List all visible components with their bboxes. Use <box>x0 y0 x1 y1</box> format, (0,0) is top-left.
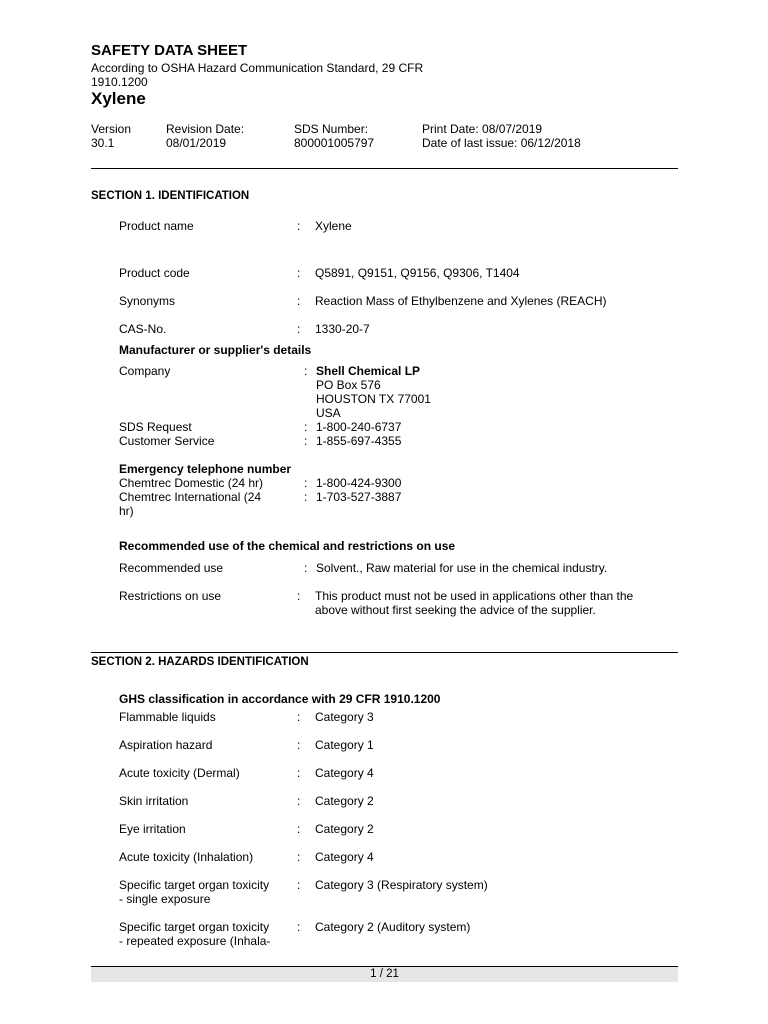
recommended-use-label: Recommended use <box>119 561 224 575</box>
meta-version-label: Version <box>91 122 132 136</box>
hazard-category: Category 4 <box>315 766 374 780</box>
hazard-label <box>119 878 269 906</box>
meta-sds-label: SDS Number: <box>294 122 369 136</box>
colon: : <box>297 738 301 752</box>
sds-request-label: SDS Request <box>119 420 192 434</box>
colon: : <box>304 561 308 575</box>
cas-label: CAS-No. <box>119 322 167 336</box>
colon: : <box>297 794 301 808</box>
meta-sds-number <box>294 122 374 150</box>
colon: : <box>297 710 301 724</box>
company-address-line-3: USA <box>316 406 341 420</box>
hazard-category: Category 1 <box>315 738 374 752</box>
hazard-category: Category 3 <box>315 710 374 724</box>
chemtrec-international-label-line-2: hr) <box>119 504 134 518</box>
colon: : <box>304 364 308 378</box>
ghs-heading: GHS classification in accordance with 29 CFR 1910.1200 <box>119 692 441 706</box>
cas-value: 1330-20-7 <box>315 322 370 336</box>
hazard-category: Category 2 <box>315 822 374 836</box>
hazard-category: Category 4 <box>315 850 374 864</box>
product-code-label: Product code <box>119 266 190 280</box>
customer-service-phone: 1-855-697-4355 <box>316 434 402 448</box>
company-address <box>316 364 431 420</box>
recommended-use-value: Solvent., Raw material for use in the chemical industry. <box>316 561 608 575</box>
chemtrec-international-label <box>119 490 261 518</box>
meta-revision-date <box>166 122 244 150</box>
restrictions-value-line-1: This product must not be used in applications other than the <box>315 589 634 603</box>
recommended-use-heading: Recommended use of the chemical and restrictions on use <box>119 539 456 553</box>
restrictions-value <box>315 589 633 617</box>
synonyms-value: Reaction Mass of Ethylbenzene and Xylenes (REACH) <box>315 294 607 308</box>
colon: : <box>297 766 301 780</box>
company-name: Shell Chemical LP <box>316 364 421 378</box>
sds-request-phone: 1-800-240-6737 <box>316 420 402 434</box>
page-number: 1 / 21 <box>370 968 399 980</box>
colon: : <box>297 822 301 836</box>
meta-sds-value: 800001005797 <box>294 136 375 150</box>
section-1-title: SECTION 1. IDENTIFICATION <box>91 190 250 202</box>
hazard-category: Category 2 (Auditory system) <box>315 920 471 934</box>
synonyms-label: Synonyms <box>119 294 176 308</box>
colon: : <box>297 219 301 233</box>
colon: : <box>297 589 301 603</box>
chemtrec-domestic-phone: 1-800-424-9300 <box>316 476 402 490</box>
meta-revision-label: Revision Date: <box>166 122 245 136</box>
emergency-heading: Emergency telephone number <box>119 462 292 476</box>
colon: : <box>304 434 308 448</box>
hazard-label: Eye irritation <box>119 822 186 836</box>
meta-print-date: Print Date: 08/07/2019 <box>422 122 543 136</box>
meta-dates <box>422 122 581 150</box>
meta-revision-value: 08/01/2019 <box>166 136 227 150</box>
hazard-label: Acute toxicity (Inhalation) <box>119 850 254 864</box>
hazard-label: Flammable liquids <box>119 710 216 724</box>
colon: : <box>297 322 301 336</box>
page-footer <box>91 966 678 982</box>
chemtrec-domestic-label: Chemtrec Domestic (24 hr) <box>119 476 264 490</box>
colon: : <box>304 476 308 490</box>
customer-service-label: Customer Service <box>119 434 215 448</box>
hazard-label: Acute toxicity (Dermal) <box>119 766 240 780</box>
hazard-category: Category 3 (Respiratory system) <box>315 878 488 892</box>
standard-line-2: 1910.1200 <box>91 75 148 89</box>
company-label: Company <box>119 364 171 378</box>
chemtrec-international-phone: 1-703-527-3887 <box>316 490 402 504</box>
product-name-value: Xylene <box>315 219 352 233</box>
meta-version-value: 30.1 <box>91 136 115 150</box>
hazard-label <box>119 920 270 948</box>
hazard-label: Aspiration hazard <box>119 738 213 752</box>
hazard-label-line-2: - single exposure <box>119 892 211 906</box>
hazard-label-line-2: - repeated exposure (Inhala- <box>119 934 271 948</box>
hazard-category: Category 2 <box>315 794 374 808</box>
hazard-label-line-1: Specific target organ toxicity <box>119 878 270 892</box>
company-address-line-2: HOUSTON TX 77001 <box>316 392 431 406</box>
product-title: Xylene <box>91 89 146 108</box>
colon: : <box>304 420 308 434</box>
header-divider <box>91 168 678 169</box>
product-name-label: Product name <box>119 219 194 233</box>
restrictions-label: Restrictions on use <box>119 589 222 603</box>
manufacturer-heading: Manufacturer or supplier's details <box>119 343 312 357</box>
colon: : <box>297 850 301 864</box>
colon: : <box>297 294 301 308</box>
hazard-label: Skin irritation <box>119 794 189 808</box>
meta-version <box>91 122 131 150</box>
colon: : <box>297 266 301 280</box>
section-divider <box>91 652 678 653</box>
restrictions-value-line-2: above without first seeking the advice of the supplier. <box>315 603 596 617</box>
meta-last-issue: Date of last issue: 06/12/2018 <box>422 136 581 150</box>
section-2-title: SECTION 2. HAZARDS IDENTIFICATION <box>91 656 309 668</box>
chemtrec-international-label-line-1: Chemtrec International (24 <box>119 490 262 504</box>
product-code-value: Q5891, Q9151, Q9156, Q9306, T1404 <box>315 266 520 280</box>
hazard-label-line-1: Specific target organ toxicity <box>119 920 270 934</box>
colon: : <box>297 878 301 892</box>
colon: : <box>304 490 308 504</box>
standard-line-1: According to OSHA Hazard Communication Standard, 29 CFR <box>91 61 424 75</box>
document-title: SAFETY DATA SHEET <box>91 42 248 59</box>
colon: : <box>297 920 301 934</box>
company-address-line-1: PO Box 576 <box>316 378 381 392</box>
